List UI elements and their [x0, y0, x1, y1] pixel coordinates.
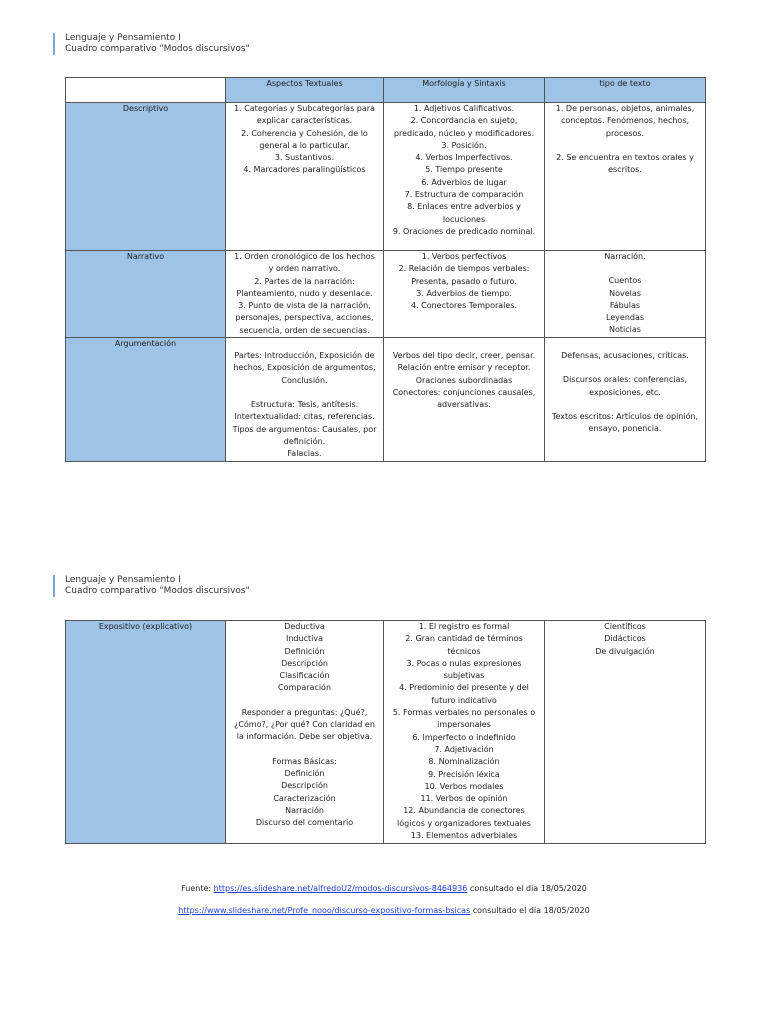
expositivo-table: [65, 620, 706, 844]
cell-line: 3. Punto de vista de la narración,: [238, 301, 371, 311]
cell-line: Verbos del tipo decir, creer, pensar.: [392, 351, 536, 361]
cell-line: 2. Gran cantidad de términos: [405, 634, 523, 644]
cell-line: Discursos orales: conferencias,: [562, 375, 688, 385]
cell-line: predicado, núcleo y modificadores.: [393, 128, 535, 138]
cell-line: [547, 140, 703, 152]
table-row: [66, 338, 706, 462]
cell-line: Relación entre emisor y receptor.: [397, 363, 531, 373]
cell-line: [547, 263, 703, 275]
cell-line: 8. Enlaces entre adverbios y: [407, 202, 521, 212]
table-row: [66, 103, 706, 251]
cell-line: 3. Posición.: [441, 140, 487, 150]
cell-tipo: [545, 621, 706, 844]
cell-line: Descripción: [281, 658, 328, 668]
row-label-narrativo: Narrativo: [66, 251, 226, 338]
cell-line: [228, 744, 381, 756]
cell-line: 12. Abundancia de conectores: [403, 806, 525, 816]
cell-line: Narración.: [604, 252, 646, 261]
cell-line: 4. Marcadores paralingüísticos: [243, 165, 366, 175]
cell-morfologia: [384, 621, 545, 844]
cell-line: Novelas: [609, 288, 641, 298]
sources-line-1: [0, 883, 768, 895]
row-label-argumentacion: Argumentación: [66, 338, 226, 462]
row-label-expositivo: Expositivo (explicativo): [66, 621, 226, 844]
cell-line: Didácticos: [604, 634, 646, 644]
cell-line: 1. Verbos perfectivos: [421, 252, 507, 261]
table-row: [66, 251, 706, 338]
cell-line: adversativas.: [437, 400, 491, 410]
cell-line: escritos.: [608, 165, 642, 175]
cell-line: Estructura: Tesis, antítesis.: [250, 399, 359, 409]
cell-line: Noticias: [609, 325, 641, 335]
cell-line: 1. Categorías y Subcategorías para: [234, 104, 375, 113]
cell-line: Inductiva: [286, 634, 323, 644]
source-date-2: consultado el día 18/05/2020: [472, 906, 590, 915]
document-subtitle: Cuadro comparativo "Modos discursivos": [65, 44, 250, 54]
cell-line: [228, 695, 381, 707]
cell-morfologia: [384, 103, 545, 251]
source-link-1[interactable]: https://es.slideshare.net/alfredoU2/modos-discursivos-8464936: [213, 884, 468, 893]
cell-line: Descripción: [281, 781, 328, 791]
cell-line: Cuentos: [608, 276, 642, 286]
cell-line: explicar características.: [256, 116, 353, 126]
cell-line: Textos escritos: Artículos de opinión,: [551, 411, 699, 421]
cell-line: 2. Relación de tiempos verbales:: [398, 264, 530, 274]
cell-line: 1. Orden cronológico de los hechos: [234, 252, 375, 261]
cell-line: 6. Imperfecto o indefinido: [412, 732, 516, 742]
cell-line: técnicos: [447, 646, 481, 656]
cell-line: 4. Predominio del presente y del: [399, 683, 529, 693]
cell-line: 3. Adverbios de tiempo.: [416, 288, 512, 298]
cell-line: ensayo, ponencia.: [588, 424, 662, 434]
cell-line: Deductiva: [284, 622, 325, 631]
cell-aspectos: [226, 251, 384, 338]
cell-line: Responder a preguntas: ¿Qué?,: [241, 707, 368, 717]
cell-line: [228, 338, 381, 350]
cell-line: Falacias.: [287, 449, 322, 459]
cell-line: exposiciones, etc.: [589, 387, 661, 397]
table-header-row: [66, 78, 706, 103]
cell-line: 5. Tiempo presente: [425, 165, 503, 175]
cell-line: Oraciones subordinadas: [415, 375, 513, 385]
cell-line: 2. Partes de la narración:: [254, 276, 355, 286]
cell-line: futuro indicativo: [431, 695, 497, 705]
cell-line: lógicos y organizadores textuales: [397, 818, 531, 828]
header-morfologia-sintaxis: Morfología y Sintaxis: [384, 78, 545, 103]
cell-line: Caracterización: [273, 793, 336, 803]
cell-line: 8. Nominalización: [428, 757, 500, 767]
cell-line: Tipos de argumentos: Causales, por: [232, 424, 377, 434]
cell-line: 4. Verbos Imperfectivos.: [415, 153, 513, 163]
cell-line: [547, 399, 703, 411]
cell-line: 3. Pocas o nulas expresiones: [406, 658, 522, 668]
cell-line: Defensas, acusaciones, críticas.: [561, 351, 689, 361]
header-tipo-texto: tipo de texto: [545, 78, 706, 103]
cell-line: 1. De personas, objetos, animales,: [555, 104, 695, 113]
cell-morfologia: [384, 338, 545, 462]
cell-line: Clasificación: [279, 671, 330, 681]
cell-line: Planteamiento, nudo y desenlace.: [236, 288, 373, 298]
cell-line: 1. Adjetivos Calificativos.: [413, 104, 515, 113]
source-date-1: consultado el día 18/05/2020: [469, 884, 587, 893]
cell-line: 5. Formas verbales no personales o: [392, 708, 536, 718]
cell-line: Formas Básicas:: [272, 756, 337, 766]
cell-line: subjetivas: [443, 671, 485, 681]
cell-line: 1. El registro es formal: [418, 622, 510, 631]
cell-aspectos: [226, 338, 384, 462]
header-aspectos-textuales: Aspectos Textuales: [226, 78, 384, 103]
cell-line: [547, 338, 703, 350]
cell-line: 7. Adjetivación: [434, 744, 494, 754]
cell-line: Discurso del comentario: [255, 818, 354, 828]
cell-line: Leyendas: [605, 313, 645, 323]
cell-line: 9. Precisión léxica: [428, 769, 500, 779]
document-header: [53, 33, 250, 55]
cell-tipo: [545, 338, 706, 462]
cell-line: 2. Concordancia en sujeto,: [410, 116, 518, 126]
document-header: [53, 575, 250, 597]
cell-morfologia: [384, 251, 545, 338]
cell-line: procesos.: [605, 128, 645, 138]
cell-line: ¿Cómo?, ¿Por qué? Con claridad en: [234, 720, 375, 730]
cell-line: y orden narrativo.: [268, 264, 341, 274]
cell-line: secuencia, orden de secuencias.: [239, 325, 370, 335]
cell-line: 9. Oraciones de predicado nominal.: [392, 226, 536, 236]
cell-line: conceptos. Fenómenos, hechos,: [560, 116, 690, 126]
sources-line-2: [0, 905, 768, 917]
cell-line: [386, 338, 542, 350]
cell-line: 4. Conectores Temporales.: [410, 301, 518, 311]
cell-line: 2. Se encuentra en textos orales y: [556, 152, 694, 162]
cell-line: la información. Debe ser objetiva.: [236, 732, 373, 742]
cell-line: [547, 362, 703, 374]
course-title: Lenguaje y Pensamiento I: [65, 33, 181, 43]
source-link-2[interactable]: https://www.slideshare.net/Profe_nooo/discurso-expositivo-formas-bsicas: [178, 906, 471, 915]
document-subtitle: Cuadro comparativo "Modos discursivos": [65, 586, 250, 596]
cell-line: 10. Verbos modales: [424, 781, 504, 791]
cell-line: Comparación: [277, 683, 332, 693]
cell-aspectos: [226, 103, 384, 251]
cell-line: Definición: [284, 768, 325, 778]
cell-line: general a lo particular.: [259, 140, 350, 150]
cell-line: definición.: [283, 436, 326, 446]
cell-line: [228, 387, 381, 399]
table-row: [66, 621, 706, 844]
comparison-table: [65, 77, 706, 462]
cell-line: 2. Coherencia y Cohesión, de lo: [241, 128, 368, 138]
cell-line: Conclusión.: [281, 375, 328, 385]
cell-tipo: [545, 251, 706, 338]
cell-line: Científicos: [604, 622, 646, 631]
cell-line: Narración: [285, 805, 324, 815]
cell-aspectos: [226, 621, 384, 844]
cell-line: 13. Elementos adverbiales: [410, 831, 518, 841]
cell-line: personajes, perspectiva, acciones,: [235, 313, 374, 323]
cell-line: Intertextualidad: citas, referencias.: [234, 412, 375, 422]
cell-line: Conectores: conjunciones causales,: [392, 387, 536, 397]
cell-tipo: [545, 103, 706, 251]
sources-prefix: Fuente:: [181, 884, 212, 893]
cell-line: 6. Adverbios de lugar: [421, 177, 507, 187]
cell-line: hechos, Exposición de argumentos,: [233, 363, 376, 373]
cell-line: impersonales: [437, 720, 491, 730]
cell-line: Definición: [284, 646, 325, 656]
cell-line: 7. Estructura de comparación: [404, 190, 524, 200]
cell-line: 11. Verbos de opinión: [420, 794, 508, 804]
cell-line: 3. Sustantivos.: [274, 153, 335, 163]
cell-line: Partes: Introducción, Exposición de: [234, 351, 375, 361]
cell-line: De divulgación: [595, 646, 655, 656]
row-label-descriptivo: Descriptivo: [66, 103, 226, 251]
cell-line: Fábulas: [609, 300, 641, 310]
empty-header-cell: [66, 78, 226, 103]
course-title: Lenguaje y Pensamiento I: [65, 575, 181, 585]
cell-line: locuciones: [442, 214, 486, 224]
cell-line: Presenta, pasado o futuro.: [411, 276, 517, 286]
